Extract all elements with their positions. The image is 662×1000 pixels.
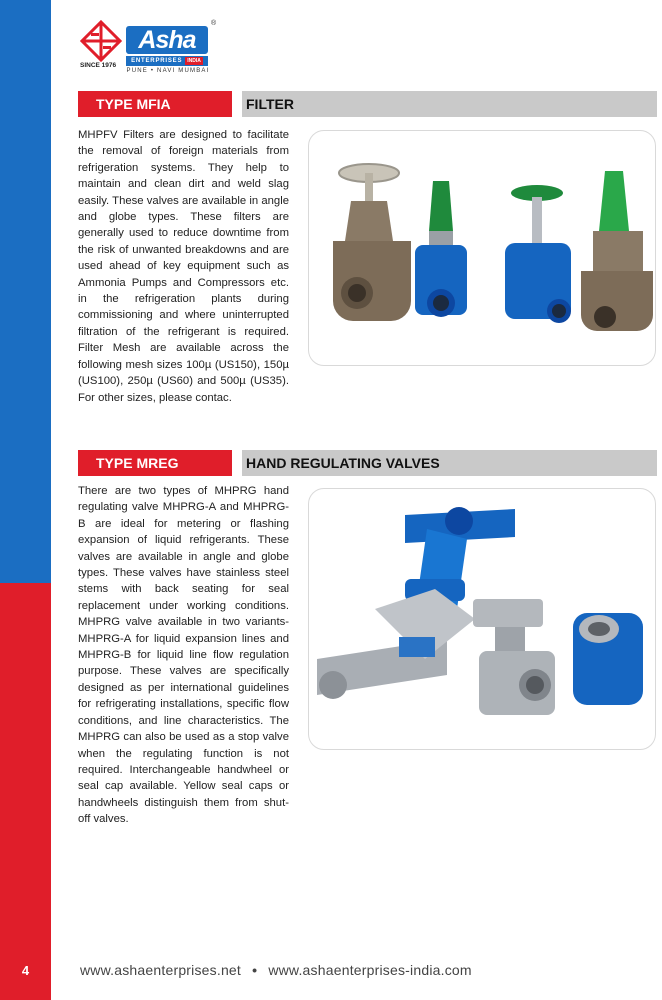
silver-regulating-valve-icon (473, 599, 555, 715)
website-link-2[interactable]: www.ashaenterprises-india.com (268, 962, 472, 978)
section-header-filter (78, 91, 657, 117)
asha-emblem-icon (80, 20, 122, 62)
side-strip-red (0, 583, 51, 1000)
filter-valves-illustration (309, 131, 655, 365)
section-title: FILTER (242, 91, 657, 117)
footer-websites (80, 962, 472, 978)
enterprises-text: ENTERPRISES (131, 58, 183, 64)
blue-filter-valve-green-cap-icon (415, 181, 467, 317)
enterprises-bar (126, 56, 208, 66)
registered-mark: ® (211, 20, 217, 27)
section-title: HAND REGULATING VALVES (242, 450, 657, 476)
side-strip-blue (0, 0, 51, 583)
section-header-hand-regulating-valves (78, 450, 657, 476)
bronze-angle-valve-icon (333, 164, 411, 321)
hand-regulating-valves-image (308, 488, 656, 750)
since-text: SINCE 1976 (80, 62, 117, 69)
page-number: 4 (21, 963, 30, 978)
website-link-1[interactable]: www.ashaenterprises.net (80, 962, 242, 978)
hand-regulating-valves-description: There are two types of MHPRG hand regulating valve MHPRG-A and MHPRG-B are ideal for metering or flashing expansion of liquid refrigerants. These valves are available in angle and globe types. These valves have stainless steel stems with back seating for seal replacement under working conditions. MHPRG valve available in two variants- MHPRG-A for liquid expansion lines and MHPRG-B for liquid line flow regulation purpose. These valves are specifically designed as per international guidelines for refrigerating installations, specific flow conditions, and line characteristics. The MHPRG can also be used as a stop valve when the regulating function is not required. Interchangeable handwheel or seal cap available. Yellow seal caps or handwheels distinguish them from shut-off valves. (78, 485, 289, 826)
filter-description: MHPFV Filters are designed to facilitate the removal of foreign materials from refrigeration systems. They help to maintain and clean dirt and weld slag easily. These valves are available in angle and globe types. These filters are generally used to reduce downtime from the risk of unwanted breakdowns and are used ahead of key equipment such as Ammonia Pumps and Compressors etc. in the refrigeration plants during commissioning and where uninterrupted filtration of the refrigerant is required. Filter Mesh are available across the following mesh sizes 100µ (US150), 150µ (US100), 250µ (US60) and 500µ (US35). For other sizes, please contac. (78, 129, 289, 404)
silver-y-valve-icon (317, 589, 475, 699)
footer-separator: • (252, 962, 258, 978)
brand-name: Asha (126, 26, 208, 54)
blue-regulating-valve-icon (573, 613, 643, 705)
company-logo (80, 20, 220, 80)
regulating-valves-illustration (309, 489, 655, 749)
section-type-label: TYPE MREG (78, 450, 232, 476)
section-type-label: TYPE MFIA (78, 91, 232, 117)
city-text: PUNE • NAVI MUMBAI (126, 68, 210, 74)
bronze-filter-valve-green-cap-icon (581, 171, 653, 331)
blue-filter-valve-green-wheel-icon (505, 185, 571, 323)
india-tag: INDIA (187, 58, 201, 64)
filter-valves-image (308, 130, 656, 366)
